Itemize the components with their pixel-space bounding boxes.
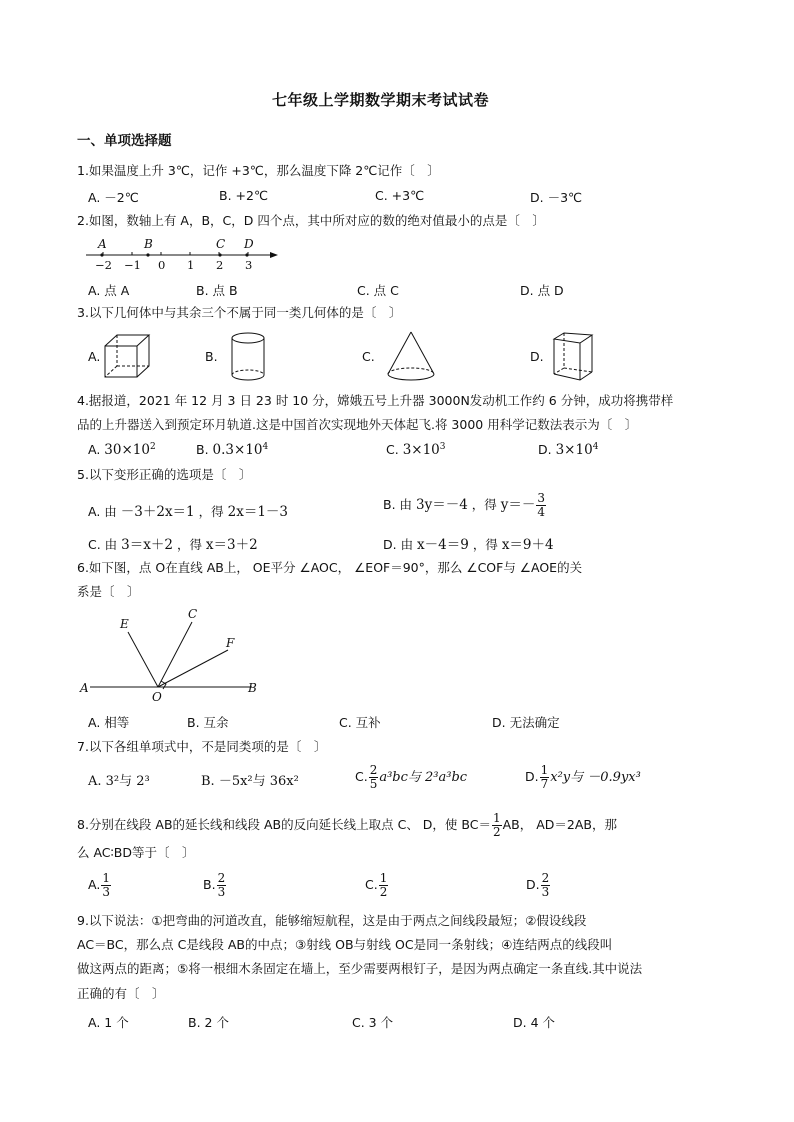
cube-icon xyxy=(102,332,152,380)
option-letter: B. xyxy=(203,877,216,892)
option-letter: C. xyxy=(386,442,399,458)
q1-option-a[interactable]: A. －2℃ xyxy=(88,190,139,205)
label-d: D xyxy=(244,237,254,251)
q6-option-d[interactable]: D. 无法确定 xyxy=(492,715,560,730)
option-letter: B. xyxy=(196,442,209,458)
option-exponent: 4 xyxy=(262,442,269,452)
q5-option-c[interactable] xyxy=(88,533,258,553)
q4-stem-line1: 4.据报道，2021 年 12 月 3 日 23 时 10 分，嫦娥五号上升器 3000N发动机工作约 6 分钟，成功将携带样 xyxy=(77,393,674,408)
tick-label: 1 xyxy=(187,258,195,272)
label-b: B xyxy=(144,237,153,251)
number-line-figure xyxy=(82,236,282,274)
equation: 3＝x＋2 xyxy=(121,537,173,553)
option-text: ，得 xyxy=(471,497,501,512)
label-o: O xyxy=(152,690,162,704)
fraction: $\frac{2}{3}$ xyxy=(541,871,550,899)
fraction: $\frac{1}{7}$ xyxy=(540,763,549,791)
fraction: $\frac{1}{2}$ xyxy=(379,871,388,899)
q8-option-b[interactable] xyxy=(203,872,227,899)
q4-option-c[interactable] xyxy=(386,442,446,458)
q9-option-d[interactable]: D. 4 个 xyxy=(513,1015,555,1030)
option-letter: A. xyxy=(88,877,101,892)
equation: －3＋2x＝1 xyxy=(120,504,195,520)
label-c: C xyxy=(188,607,198,621)
q8-option-c[interactable] xyxy=(365,872,389,899)
cylinder-icon xyxy=(228,331,268,383)
q3-stem: 3.以下几何体中与其余三个不属于同一类几何体的是〔 〕 xyxy=(77,305,402,320)
label-f: F xyxy=(226,636,235,650)
q8-stem-line2: 么 AC∶BD等于〔 〕 xyxy=(77,845,195,860)
q4-option-d[interactable] xyxy=(538,442,598,458)
q5-stem: 5.以下变形正确的选项是〔 〕 xyxy=(77,467,252,482)
equation: 3y＝－4 xyxy=(416,497,468,513)
q1-option-c[interactable]: C. +3℃ xyxy=(375,188,425,203)
equation: x＝3＋2 xyxy=(205,537,258,553)
option-letter: C. xyxy=(365,877,378,892)
q7-option-d[interactable] xyxy=(525,764,641,791)
fraction: $\frac{2}{3}$ xyxy=(217,871,226,899)
fraction: $\frac{1}{2}$ xyxy=(492,811,501,839)
page-title: 七年级上学期数学期末考试试卷 xyxy=(272,91,490,109)
q9-line3: 做这两点的距离；⑤将一根细木条固定在墙上，至少需要两根钉子，是因为两点确定一条直线.其中说法 xyxy=(77,961,643,976)
point-b xyxy=(146,253,149,256)
q5-option-d[interactable] xyxy=(383,533,554,553)
option-letter: C. xyxy=(355,769,368,784)
angle-figure xyxy=(76,604,266,704)
q3-option-d[interactable]: D. xyxy=(530,349,544,364)
tick-label: 0 xyxy=(158,258,166,272)
q7-option-c[interactable] xyxy=(355,764,467,791)
q5-option-a[interactable] xyxy=(88,500,288,520)
option-exponent: 4 xyxy=(592,442,599,452)
point-c xyxy=(218,253,221,256)
equation: x－4＝9 xyxy=(417,537,469,553)
point-d xyxy=(245,253,248,256)
q3-option-b[interactable]: B. xyxy=(205,349,218,364)
q7-option-b[interactable]: B. －5x²与 36x² xyxy=(201,774,299,789)
option-text: A. 由 xyxy=(88,504,121,519)
option-text: ，得 xyxy=(176,537,206,552)
equation: 2x＝1－3 xyxy=(227,504,289,520)
tick-label: 3 xyxy=(245,258,253,272)
q6-option-a[interactable]: A. 相等 xyxy=(88,715,130,730)
option-letter: D. xyxy=(538,442,552,458)
q2-option-a[interactable]: A. 点 A xyxy=(88,283,130,298)
q8-stem-line1 xyxy=(77,812,617,839)
q3-option-c[interactable]: C. xyxy=(362,349,375,364)
q6-option-b[interactable]: B. 互余 xyxy=(187,715,229,730)
q9-line1: 9.以下说法：①把弯曲的河道改直，能够缩短航程，这是由于两点之间线段最短；②假设线段 xyxy=(77,913,587,928)
q1-stem: 1.如果温度上升 3℃，记作 +3℃，那么温度下降 2℃记作〔 〕 xyxy=(77,163,440,178)
equation: y＝－ xyxy=(500,497,536,513)
q1-option-b[interactable]: B. +2℃ xyxy=(219,188,268,203)
q9-line4: 正确的有〔 〕 xyxy=(77,986,165,1001)
q2-option-b[interactable]: B. 点 B xyxy=(196,283,238,298)
option-exponent: 2 xyxy=(149,442,156,452)
stem-text: 8.分别在线段 AB的延长线和线段 AB的反向延长线上取点 C、 D，使 BC＝ xyxy=(77,817,491,832)
option-value: 30×10 xyxy=(104,442,150,459)
cone-icon xyxy=(384,329,438,383)
q7-stem: 7.以下各组单项式中，不是同类项的是〔 〕 xyxy=(77,739,327,754)
option-text: ，得 xyxy=(198,504,228,519)
option-letter: D. xyxy=(526,877,540,892)
q7-option-a[interactable]: A. 3²与 2³ xyxy=(88,774,150,789)
option-value: 0.3×10 xyxy=(212,442,263,459)
label-a: A xyxy=(80,681,89,695)
q9-option-b[interactable]: B. 2 个 xyxy=(188,1015,229,1030)
label-a: A xyxy=(98,237,107,251)
label-b: B xyxy=(248,681,257,695)
q6-stem-line2: 系是〔 〕 xyxy=(77,584,140,599)
q9-option-a[interactable]: A. 1 个 xyxy=(88,1015,129,1030)
option-text: D. 由 xyxy=(383,537,418,552)
q6-stem-line1: 6.如下图，点 O在直线 AB上， OE平分 ∠AOC， ∠EOF＝90°，那么 ∠COF与 ∠AOE的关 xyxy=(77,560,583,575)
fraction: $\frac{3}{4}$ xyxy=(537,491,546,519)
q9-line2: AC＝BC，那么点 C是线段 AB的中点；③射线 OB与射线 OC是同一条射线；④连结两点的线段叫 xyxy=(77,937,613,952)
point-a xyxy=(100,253,103,256)
option-text: C. 由 xyxy=(88,537,122,552)
q1-option-d[interactable]: D. －3℃ xyxy=(530,190,583,205)
option-value: a³bc与 2³a³bc xyxy=(379,770,468,785)
q8-option-a[interactable] xyxy=(88,872,112,899)
q2-stem: 2.如图，数轴上有 A，B，C，D 四个点，其中所对应的数的绝对值最小的点是〔 〕 xyxy=(77,213,545,228)
equation: x＝9＋4 xyxy=(501,537,554,553)
fraction: $\frac{2}{5}$ xyxy=(369,763,378,791)
option-letter: A. xyxy=(88,442,101,458)
q8-option-d[interactable] xyxy=(526,872,551,899)
option-letter: D. xyxy=(525,769,539,784)
tick-label: −1 xyxy=(124,258,141,272)
q9-option-c[interactable]: C. 3 个 xyxy=(352,1015,394,1030)
q4-stem-line2: 品的上升器送入到预定环月轨道.这是中国首次实现地外天体起飞.将 3000 用科学记数法表示为〔 〕 xyxy=(77,417,638,432)
section-heading: 一、单项选择题 xyxy=(77,133,172,149)
q6-option-c[interactable]: C. 互补 xyxy=(339,715,381,730)
q4-option-a[interactable] xyxy=(88,442,156,458)
option-text: B. 由 xyxy=(383,497,416,512)
tick-label: −2 xyxy=(95,258,112,272)
label-e: E xyxy=(120,617,129,631)
stem-text: AB， AD＝2AB，那 xyxy=(502,817,617,832)
option-exponent: 3 xyxy=(439,442,446,452)
q4-option-b[interactable] xyxy=(196,442,268,458)
tick-label: 2 xyxy=(216,258,224,272)
prism-icon xyxy=(550,330,596,384)
option-value: 3×10 xyxy=(402,442,440,459)
option-text: ，得 xyxy=(472,537,502,552)
q2-option-d[interactable]: D. 点 D xyxy=(520,283,564,298)
q3-option-a[interactable]: A. xyxy=(88,349,101,364)
q2-option-c[interactable]: C. 点 C xyxy=(357,283,399,298)
option-value: x²y与 －0.9yx³ xyxy=(550,770,641,785)
q5-option-b[interactable] xyxy=(383,492,547,519)
label-c: C xyxy=(216,237,226,251)
option-value: 3×10 xyxy=(555,442,593,459)
fraction: $\frac{1}{3}$ xyxy=(102,871,110,899)
